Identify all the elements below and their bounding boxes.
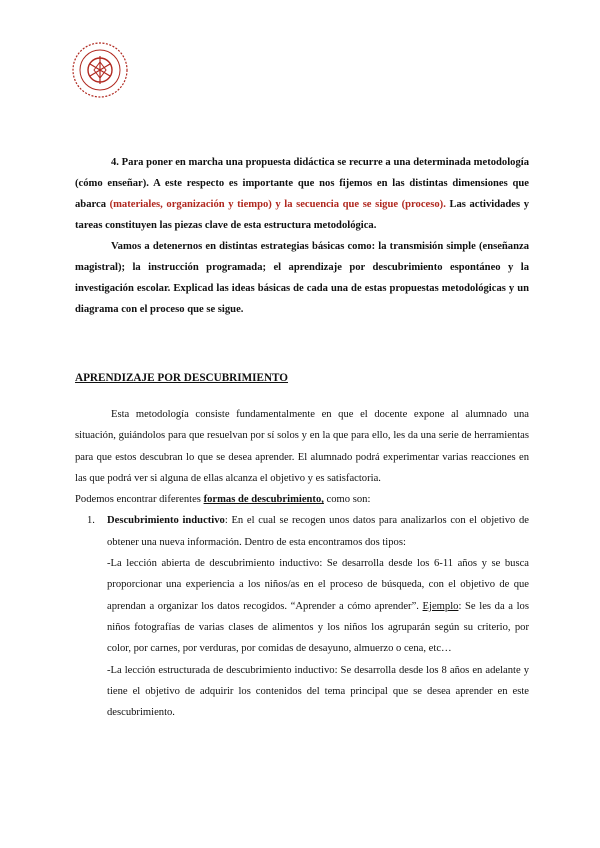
question-text-1: 4. Para poner en marcha una propuesta didáctica se recurre a una determinada metodología (cómo enseñar). A este respecto es importante que nos fijemos en las distintas dimensiones que abarca: [75, 157, 529, 210]
item-text: : En el cual se recogen unos datos para analizarlos con el objetivo de obtener una nueva información. Dentro de esta encontramos dos tipos:: [107, 515, 529, 548]
question-text-2: Las actividades y tareas constituyen las piezas clave de esta estructura metodológica.: [75, 199, 529, 231]
question-paragraph-2: Vamos a detenernos en distintas estrategias básicas como: la transmisión simple (enseñanza magistral); la instrucción programada; el aprendizaje por descubrimiento espontáneo y la investigación escolar. Explicad las ideas básicas de cada una de estas propuestas metodológicas y un diagrama con el proceso que se sigue.: [75, 241, 529, 315]
sub-item-2: -La lección estructurada de descubrimiento inductivo: Se desarrolla desde los 8 años en adelante y tiene el objetivo de adquirir los contenidos del tema principal que se desea aprender en este descubrimiento.: [107, 664, 529, 719]
sub-item-1: [107, 553, 529, 659]
list-item: [75, 510, 529, 723]
question-block: [75, 152, 529, 320]
section-body: [75, 404, 529, 723]
sub-item-1-text: -La lección abierta de descubrimiento inductivo: Se desarrolla desde los 6-11 años y se busca proporcionar una experiencia a los niños/as en el proceso de búsqueda, con el objetivo de que aprendan a organizar los datos recogidos. “Aprender a cómo aprender”.: [107, 558, 529, 612]
question-paragraph-1: [75, 152, 529, 236]
intro-paragraph: Esta metodología consiste fundamentalmente en que el docente expone al alumnado una situación, guiándolos para que resuelvan por sí solos y en la que para ello, les da una serie de herramientas para que estos descubran lo que se desea aprender. El alumnado podrá experimentar varias reacciones en las que podrá ver si alguna de ellas alcanza el objetivo y es satisfactoria.: [75, 409, 529, 484]
forms-prefix: Podemos encontrar diferentes: [75, 494, 204, 506]
list-number: 1.: [87, 515, 95, 527]
sub-item-1-example: : Se les da a los niños fotografías de varias clases de alimentos y los niños los agruparán según su criterio, por color, por carnes, por verduras, por comidas de desayuno, almuerzo o cena, etc…: [107, 600, 529, 655]
item-title: Descubrimiento inductivo: [107, 515, 225, 527]
example-label: Ejemplo: [422, 600, 459, 612]
forms-suffix: como son:: [323, 494, 371, 506]
forms-paragraph: [75, 489, 529, 510]
forms-underlined: formas de descubrimiento,: [203, 494, 324, 506]
university-seal-logo: [70, 40, 130, 100]
question-highlight: (materiales, organización y tiempo) y la secuencia que se sigue (proceso).: [109, 199, 446, 210]
section-heading: APRENDIZAJE POR DESCUBRIMIENTO: [75, 372, 289, 384]
forms-list: [75, 510, 529, 723]
